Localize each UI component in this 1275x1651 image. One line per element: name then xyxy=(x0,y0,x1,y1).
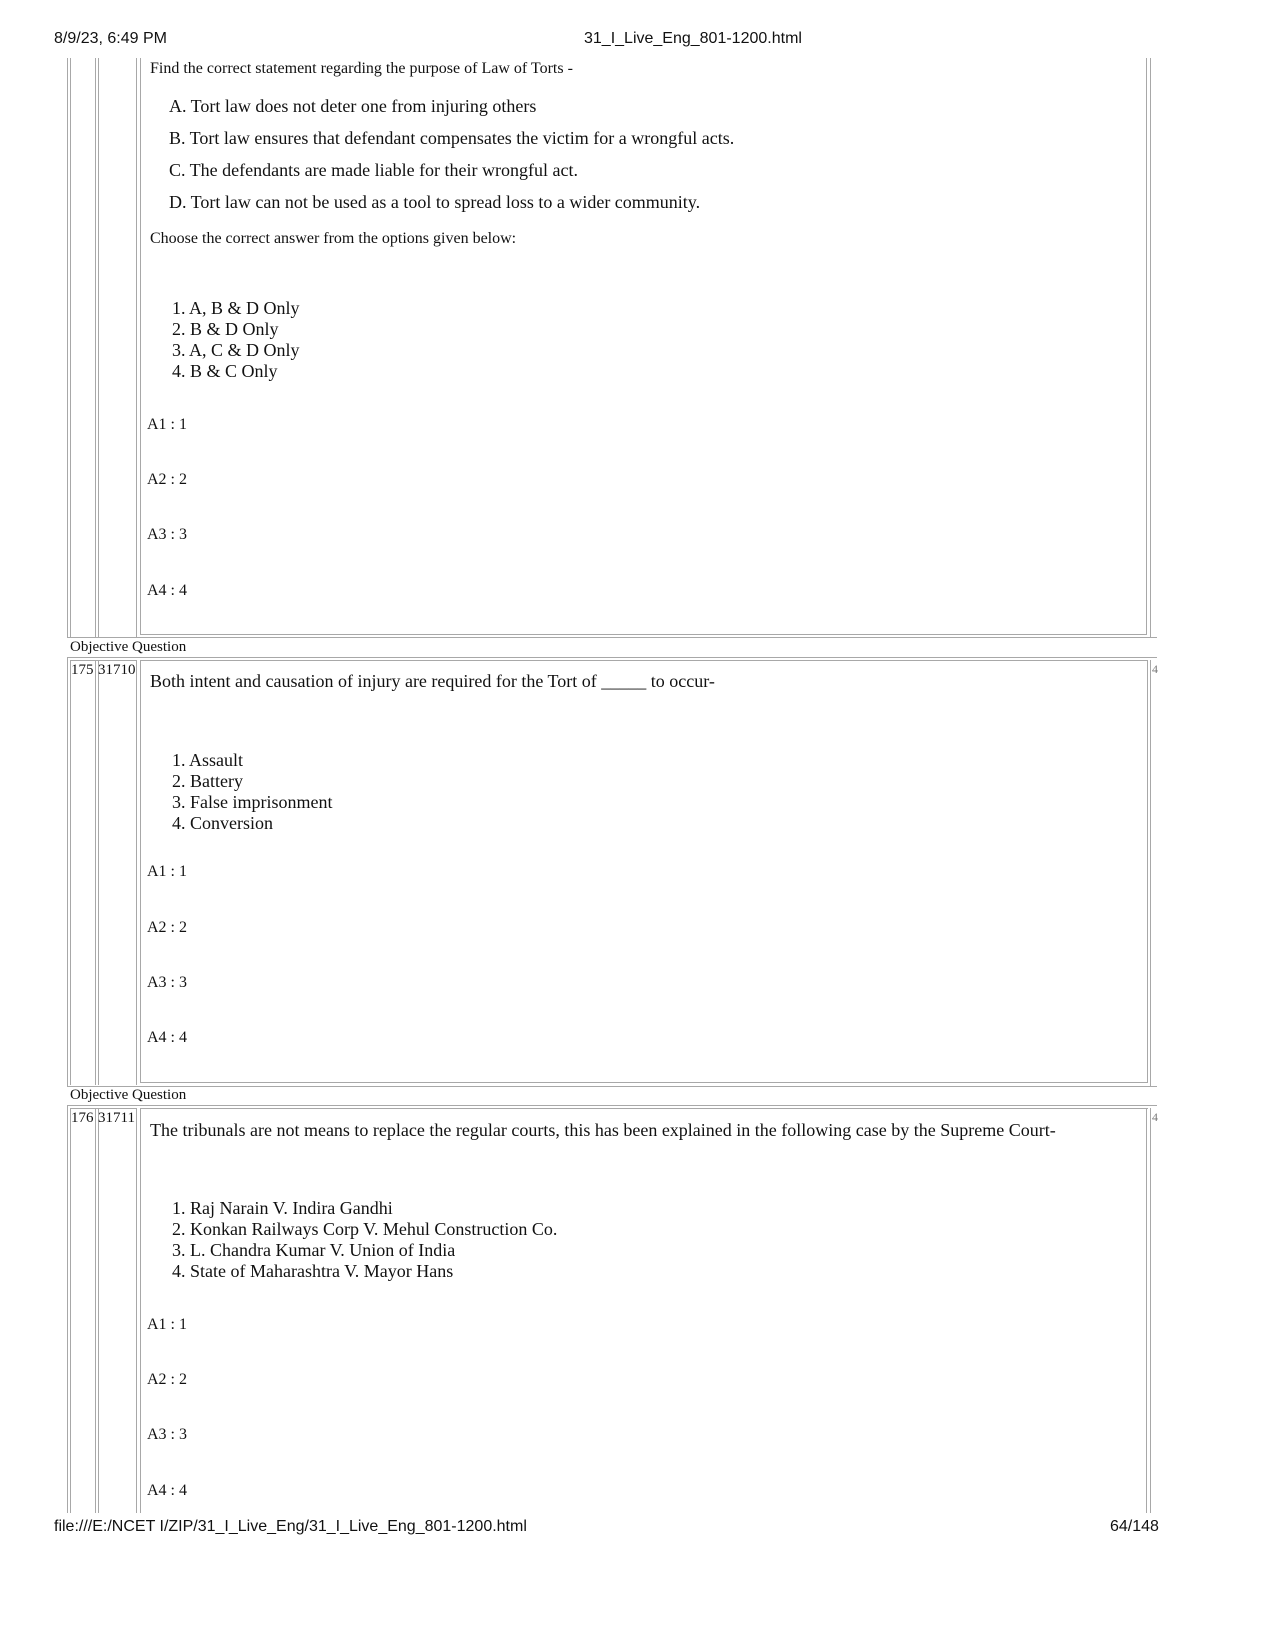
question-stem: Both intent and causation of injury are required for the Tort of _____ to occur- xyxy=(150,671,715,691)
table-border xyxy=(140,634,1147,635)
table-border xyxy=(70,58,71,638)
table-border xyxy=(98,1108,99,1513)
table-border xyxy=(136,58,137,638)
table-border xyxy=(67,1105,68,1513)
option-4: 4. Conversion xyxy=(172,813,273,833)
table-border xyxy=(98,58,99,638)
answer-a1: A1 : 1 xyxy=(147,863,187,880)
option-1: 1. Raj Narain V. Indira Gandhi xyxy=(172,1198,393,1218)
answer-a1: A1 : 1 xyxy=(147,1316,187,1333)
marks-cut-off: 4 xyxy=(1152,662,1158,676)
table-border xyxy=(140,1108,1148,1109)
print-page-number: 64/148 xyxy=(1110,1518,1159,1535)
answer-a3: A3 : 3 xyxy=(147,526,187,543)
print-title: 31_I_Live_Eng_801-1200.html xyxy=(584,30,802,47)
statement-c: C. The defendants are made liable for their wrongful act. xyxy=(169,160,579,180)
option-3: 3. False imprisonment xyxy=(172,792,333,812)
table-border xyxy=(95,660,96,1085)
question-serial: 175 xyxy=(71,662,94,678)
table-border xyxy=(1150,58,1151,638)
option-2: 2. Battery xyxy=(172,771,243,791)
table-border xyxy=(1146,58,1147,634)
table-border xyxy=(67,1086,1157,1087)
answer-a4: A4 : 4 xyxy=(147,582,187,599)
option-1: 1. Assault xyxy=(172,750,244,770)
question-box xyxy=(140,660,1148,1083)
table-border xyxy=(140,1108,141,1513)
table-border xyxy=(70,1108,71,1513)
table-border xyxy=(1146,1108,1147,1513)
table-border xyxy=(1150,1108,1151,1513)
table-border xyxy=(70,660,71,1085)
table-border xyxy=(1150,660,1151,1087)
question-type-label: Objective Question xyxy=(70,1087,187,1103)
answer-a1: A1 : 1 xyxy=(147,416,187,433)
table-border xyxy=(95,58,96,638)
answer-a2: A2 : 2 xyxy=(147,919,187,936)
question-serial: 176 xyxy=(71,1110,94,1126)
table-border xyxy=(67,657,1157,658)
table-border xyxy=(67,58,68,638)
option-2: 2. B & D Only xyxy=(172,319,279,339)
table-border xyxy=(67,657,68,1087)
answer-a3: A3 : 3 xyxy=(147,1426,187,1443)
table-border xyxy=(136,660,137,1085)
print-file-path: file:///E:/NCET I/ZIP/31_I_Live_Eng/31_I_Live_Eng_801-1200.html xyxy=(54,1518,527,1535)
statement-d: D. Tort law can not be used as a tool to spread loss to a wider community. xyxy=(169,192,701,212)
answer-a4: A4 : 4 xyxy=(147,1482,187,1499)
question-stem: The tribunals are not means to replace the regular courts, this has been explained in the following case by the Supreme Court- xyxy=(150,1120,1056,1140)
table-border xyxy=(70,660,137,661)
option-1: 1. A, B & D Only xyxy=(172,298,300,318)
table-border xyxy=(98,660,99,1085)
marks-cut-off: 4 xyxy=(1152,1110,1158,1124)
option-4: 4. State of Maharashtra V. Mayor Hans xyxy=(172,1261,454,1281)
answer-a4: A4 : 4 xyxy=(147,1029,187,1046)
table-border xyxy=(140,58,141,634)
table-border xyxy=(67,637,1157,638)
option-2: 2. Konkan Railways Corp V. Mehul Construction Co. xyxy=(172,1219,558,1239)
table-border xyxy=(67,1105,1157,1106)
print-datetime: 8/9/23, 6:49 PM xyxy=(54,30,167,47)
table-border xyxy=(136,1108,137,1513)
question-type-label: Objective Question xyxy=(70,639,187,655)
answer-a2: A2 : 2 xyxy=(147,471,187,488)
answer-a3: A3 : 3 xyxy=(147,974,187,991)
question-stem: Find the correct statement regarding the purpose of Law of Torts - xyxy=(150,60,573,77)
statement-b: B. Tort law ensures that defendant compensates the victim for a wrongful acts. xyxy=(169,128,735,148)
answer-a2: A2 : 2 xyxy=(147,1371,187,1388)
option-3: 3. A, C & D Only xyxy=(172,340,300,360)
table-border xyxy=(95,1108,96,1513)
statement-a: A. Tort law does not deter one from injuring others xyxy=(169,96,537,116)
option-4: 4. B & C Only xyxy=(172,361,278,381)
option-3: 3. L. Chandra Kumar V. Union of India xyxy=(172,1240,456,1260)
question-id: 31711 xyxy=(98,1110,135,1126)
table-border xyxy=(70,1108,137,1109)
question-id: 31710 xyxy=(98,662,136,678)
instruction-text: Choose the correct answer from the options given below: xyxy=(150,230,517,247)
